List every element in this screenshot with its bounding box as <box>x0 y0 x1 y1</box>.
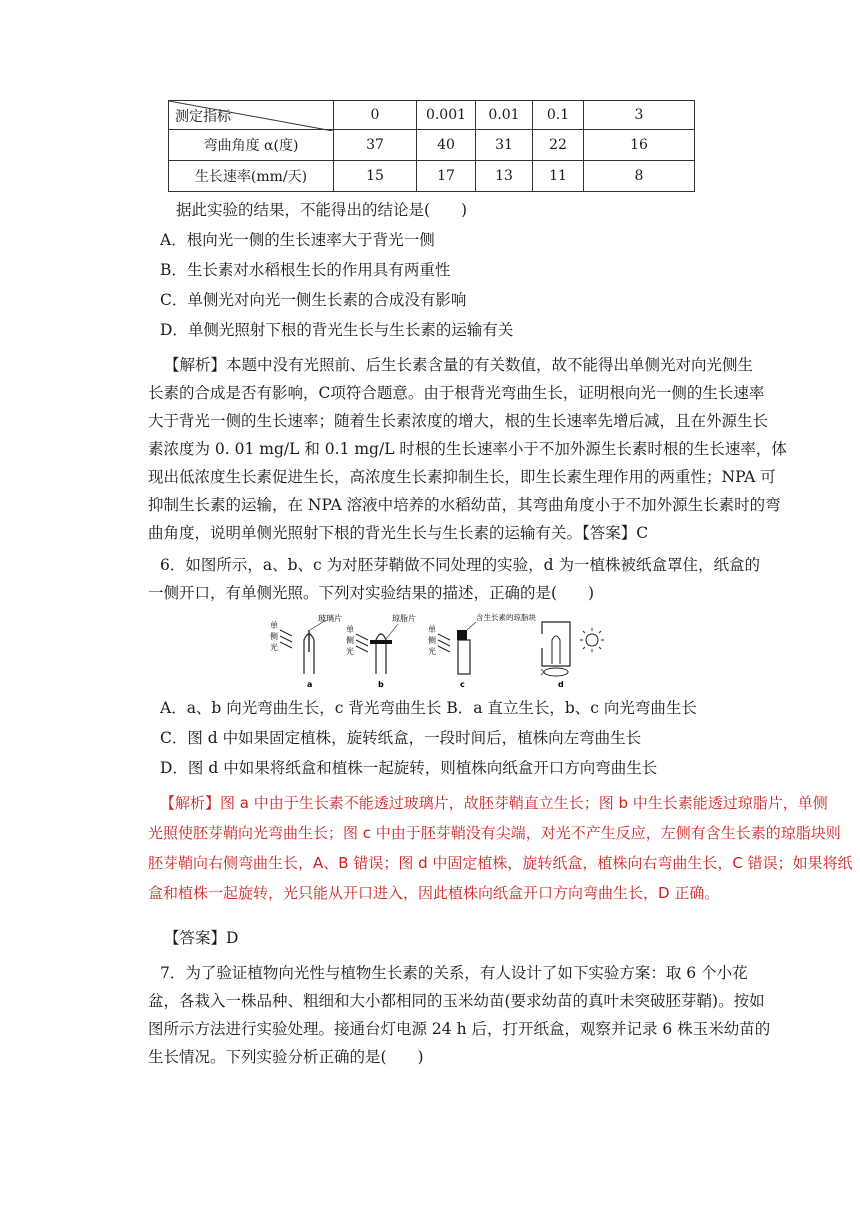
diagonal-header-cell <box>169 101 334 130</box>
analysis-line: 长素的合成是否有影响，C项符合题意。由于根背光弯曲生长，证明根向光一侧的生长速率 <box>148 384 765 402</box>
agar-block-label: 含生长素的琼脂块 <box>476 613 536 622</box>
svg-text:单: 单 <box>428 625 436 634</box>
row-label: 弯曲角度 α(度) <box>169 130 334 161</box>
svg-text:侧: 侧 <box>428 636 436 645</box>
figure-b <box>346 613 416 688</box>
svg-text:单: 单 <box>346 625 354 634</box>
header-label: 测定指标 <box>175 109 231 125</box>
figure-label-d: d <box>558 680 564 688</box>
question-stem: 图所示方法进行实验处理。接通台灯电源 24 h 后，打开纸盒，观察并记录 6 株玉米幼苗的 <box>148 1020 771 1038</box>
table-cell: 15 <box>334 161 417 192</box>
measurement-table <box>168 100 695 192</box>
table-cell: 13 <box>476 161 533 192</box>
table-row <box>169 130 695 161</box>
analysis-red-line: 胚芽鞘向右侧弯曲生长，A、B 错误；图 d 中固定植株，旋转纸盒，植株向右弯曲生长，C 错误；如果将纸 <box>148 854 853 872</box>
option-a: A．根向光一侧的生长速率大于背光一侧 <box>160 231 435 249</box>
table-header-row <box>169 101 695 130</box>
figure-label-b: b <box>378 680 384 688</box>
analysis-red-line: 【解析】图 a 中由于生长素不能透过玻璃片，故胚芽鞘直立生长；图 b 中生长素能透过琼脂片，单侧 <box>160 794 828 812</box>
coleoptile-experiment-figure <box>270 612 610 688</box>
answer-line: 【答案】D <box>164 929 239 947</box>
figure-label-c: c <box>460 680 465 688</box>
question-stem: 6．如图所示，a、b、c 为对胚芽鞘做不同处理的实验，d 为一植株被纸盒罩住，纸盒的 <box>160 556 760 574</box>
table-cell: 11 <box>533 161 584 192</box>
conc-cell: 3 <box>584 101 695 130</box>
analysis-line: 曲角度，说明单侧光照射下根的背光生长与生长素的运输有关。【答案】C <box>148 524 649 542</box>
option-c: C．图 d 中如果固定植株，旋转纸盒，一段时间后，植株向左弯曲生长 <box>160 729 642 747</box>
side-light-label: 单 <box>270 621 278 630</box>
conc-cell: 0.001 <box>417 101 476 130</box>
sun-icon <box>580 628 604 652</box>
figure-c <box>428 612 536 688</box>
svg-text:光: 光 <box>346 647 354 656</box>
glass-label: 玻璃片 <box>318 614 342 623</box>
question-stem: 盆，各栽入一株品种、粗细和大小都相同的玉米幼苗(要求幼苗的真叶未突破胚芽鞘)。按如 <box>148 992 765 1010</box>
analysis-red-line: 光照使胚芽鞘向光弯曲生长；图 c 中由于胚芽鞘没有尖端，对光不产生反应，左侧有含生长素的琼脂块则 <box>148 824 841 842</box>
analysis-line: 大于背光一侧的生长速率；随着生长素浓度的增大，根的生长速率先增后减，且在外源生长 <box>148 412 769 430</box>
svg-text:光: 光 <box>428 647 436 656</box>
svg-text:光: 光 <box>270 643 278 652</box>
table-cell: 31 <box>476 130 533 161</box>
option-ab: A．a、b 向光弯曲生长，c 背光弯曲生长 B．a 直立生长，b、c 向光弯曲生长 <box>160 699 697 717</box>
analysis-line: 素浓度为 0. 01 mg/L 和 0.1 mg/L 时根的生长速率小于不加外源生长素时根的生长速率，体 <box>148 440 787 458</box>
table-cell: 22 <box>533 130 584 161</box>
table-cell: 8 <box>584 161 695 192</box>
table-cell: 16 <box>584 130 695 161</box>
row-label: 生长速率(mm/天) <box>169 161 334 192</box>
conc-cell: 0 <box>334 101 417 130</box>
table-cell: 40 <box>417 130 476 161</box>
table-row <box>169 161 695 192</box>
svg-text:侧: 侧 <box>346 636 354 645</box>
table-cell: 37 <box>334 130 417 161</box>
option-b: B．生长素对水稻根生长的作用具有两重性 <box>160 261 451 279</box>
question-stem: 一侧开口，有单侧光照。下列对实验结果的描述，正确的是( ) <box>148 584 595 602</box>
option-c: C．单侧光对向光一侧生长素的合成没有影响 <box>160 291 467 309</box>
figure-d <box>541 622 604 688</box>
figure-label-a: a <box>307 680 313 688</box>
question-stem: 7．为了验证植物向光性与植物生长素的关系，有人设计了如下实验方案：取 6 个小花 <box>160 964 748 982</box>
conc-cell: 0.01 <box>476 101 533 130</box>
figure-a <box>270 613 342 688</box>
analysis-line: 抑制生长素的运输，在 NPA 溶液中培养的水稻幼苗，其弯曲角度小于不加外源生长素时的弯 <box>148 496 781 514</box>
agar-label: 琼脂片 <box>392 614 416 623</box>
option-d: D．单侧光照射下根的背光生长与生长素的运输有关 <box>160 321 514 339</box>
svg-text:侧: 侧 <box>270 632 278 641</box>
table-cell: 17 <box>417 161 476 192</box>
conc-cell: 0.1 <box>533 101 584 130</box>
analysis-line: 【解析】本题中没有光照前、后生长素含量的有关数值，故不能得出单侧光对向光侧生 <box>164 356 754 374</box>
question-stem: 生长情况。下列实验分析正确的是( ) <box>148 1048 424 1066</box>
analysis-red-line: 盒和植株一起旋转，光只能从开口进入，因此植株向纸盒开口方向弯曲生长，D 正确。 <box>148 884 720 902</box>
option-d: D．图 d 中如果将纸盒和植株一起旋转，则植株向纸盒开口方向弯曲生长 <box>160 759 658 777</box>
question-stem: 据此实验的结果，不能得出的结论是( ) <box>176 201 468 219</box>
analysis-line: 现出低浓度生长素促进生长，高浓度生长素抑制生长，即生长素生理作用的两重性；NPA 可 <box>148 468 776 486</box>
